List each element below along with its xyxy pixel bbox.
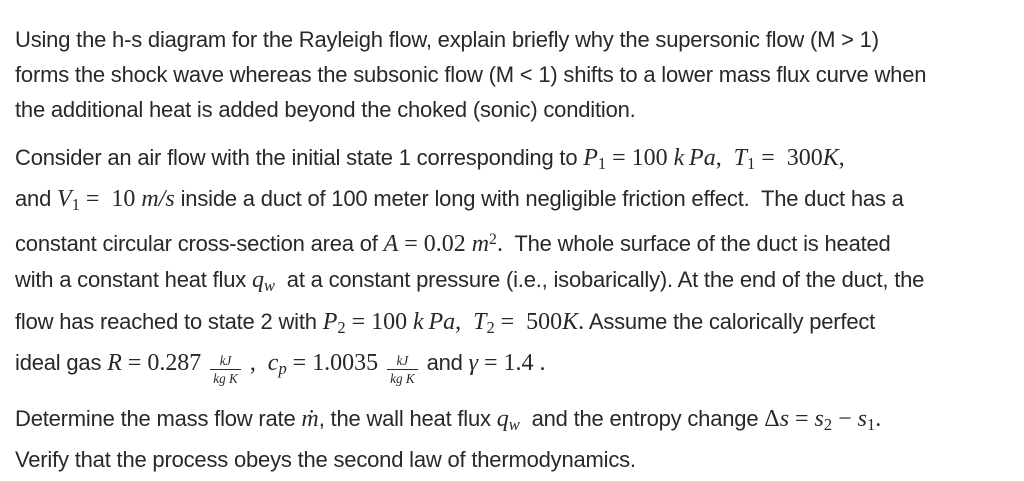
math-run: .: [875, 405, 882, 432]
math-run: m: [471, 231, 490, 258]
paragraph-3: [15, 401, 1012, 477]
text-line: [15, 442, 1012, 477]
math-run: .: [496, 231, 503, 258]
math-run: T: [733, 145, 748, 171]
text-line: [15, 304, 1012, 345]
text-line: [15, 140, 1012, 181]
text-line: [15, 57, 1012, 92]
fraction-numerator: kJ: [219, 353, 232, 369]
paragraph-1: [15, 22, 1012, 127]
math-run: = 100: [606, 145, 674, 171]
math-run: γ: [468, 349, 479, 376]
math-run: = 300: [755, 145, 823, 171]
math-run: w: [508, 414, 520, 434]
text-run: , the wall heat flux: [318, 405, 497, 431]
text-run: at a constant pressure (i.e., isobarically). At the end of the duct, the: [274, 267, 925, 293]
math-run: = 0.02: [398, 231, 472, 258]
math-run: = 0.287: [121, 349, 208, 376]
math-run: K: [562, 308, 579, 335]
math-run: s: [857, 405, 867, 432]
math-run: = 1.4 .: [478, 349, 546, 376]
text-run: ideal gas: [15, 349, 108, 375]
math-run: 2: [489, 231, 497, 249]
math-run: 2: [823, 414, 833, 434]
math-run: =: [789, 405, 815, 432]
math-run: 1: [597, 154, 607, 174]
text-run: inside a duct of 100 meter long with negligible friction effect. The duct has a: [174, 186, 904, 212]
math-run: V: [57, 186, 72, 213]
math-run: k Pa: [413, 308, 456, 335]
math-run: = 1.0035: [286, 349, 385, 376]
math-run: R: [107, 349, 122, 376]
text-line: [15, 22, 1012, 57]
math-run: 1: [71, 195, 80, 215]
math-run: = 10: [79, 186, 142, 213]
text-run: Using the h-s diagram for the Rayleigh flow, explain briefly why the supersonic flow (M > 1): [15, 27, 879, 52]
math-fraction: [210, 352, 241, 387]
text-run: and: [420, 349, 469, 375]
math-run: = 500: [494, 308, 563, 335]
text-run: the additional heat is added beyond the choked (sonic) condition.: [15, 97, 636, 122]
text-line: [15, 92, 1012, 127]
math-run: A: [383, 231, 399, 258]
math-run: 1: [747, 154, 756, 174]
math-run: −: [832, 405, 858, 432]
math-run: ,: [715, 145, 734, 171]
text-line: [15, 222, 1012, 262]
text-line: [15, 345, 1012, 388]
math-run: = 100: [345, 308, 414, 335]
math-run: .: [578, 308, 585, 335]
text-run: constant circular cross-section area of: [15, 231, 384, 257]
text-line: [15, 181, 1012, 222]
text-run: Determine the mass flow rate: [15, 405, 302, 431]
math-run: s: [814, 405, 824, 432]
text-run: The whole surface of the duct is heated: [502, 231, 891, 257]
math-run: p: [278, 358, 287, 378]
text-run: Assume the calorically perfect: [584, 308, 876, 334]
math-run: 1: [866, 414, 876, 434]
text-run: and: [15, 186, 58, 212]
math-fraction: [387, 352, 418, 387]
math-run: K: [822, 145, 839, 171]
text-run: and the entropy change: [519, 405, 765, 431]
text-run: flow has reached to state 2 with: [15, 308, 323, 334]
math-run: m/s: [141, 186, 175, 213]
text-run: Consider an air flow with the initial state 1 corresponding to: [15, 145, 584, 170]
fraction-denominator: kg K: [210, 369, 241, 387]
paragraph-2: [15, 140, 1012, 388]
fraction-numerator: kJ: [396, 353, 409, 369]
math-run: k Pa: [673, 145, 716, 171]
math-run: T: [473, 308, 487, 335]
math-run: P: [583, 145, 598, 171]
math-run: ,: [838, 145, 845, 171]
math-run: s: [779, 405, 790, 432]
math-run: ,: [243, 349, 268, 376]
math-run: 2: [486, 317, 495, 337]
text-run: forms the shock wave whereas the subsonic flow (M < 1) shifts to a lower mass flux curve when: [15, 62, 927, 87]
text-run: with a constant heat flux: [15, 267, 252, 293]
math-run: P: [322, 308, 338, 335]
text-line: [15, 262, 1012, 303]
fraction-denominator: kg K: [387, 369, 418, 387]
math-run: q: [251, 267, 264, 294]
math-run: q: [496, 405, 509, 432]
text-line: [15, 401, 1012, 442]
text-run: Verify that the process obeys the second law of thermodynamics.: [15, 446, 636, 472]
math-run: Δ: [764, 405, 780, 432]
math-run: c: [267, 349, 279, 376]
math-run: ṁ: [301, 405, 319, 432]
math-run: w: [263, 276, 275, 296]
math-run: ,: [455, 308, 474, 335]
math-run: 2: [337, 317, 346, 337]
